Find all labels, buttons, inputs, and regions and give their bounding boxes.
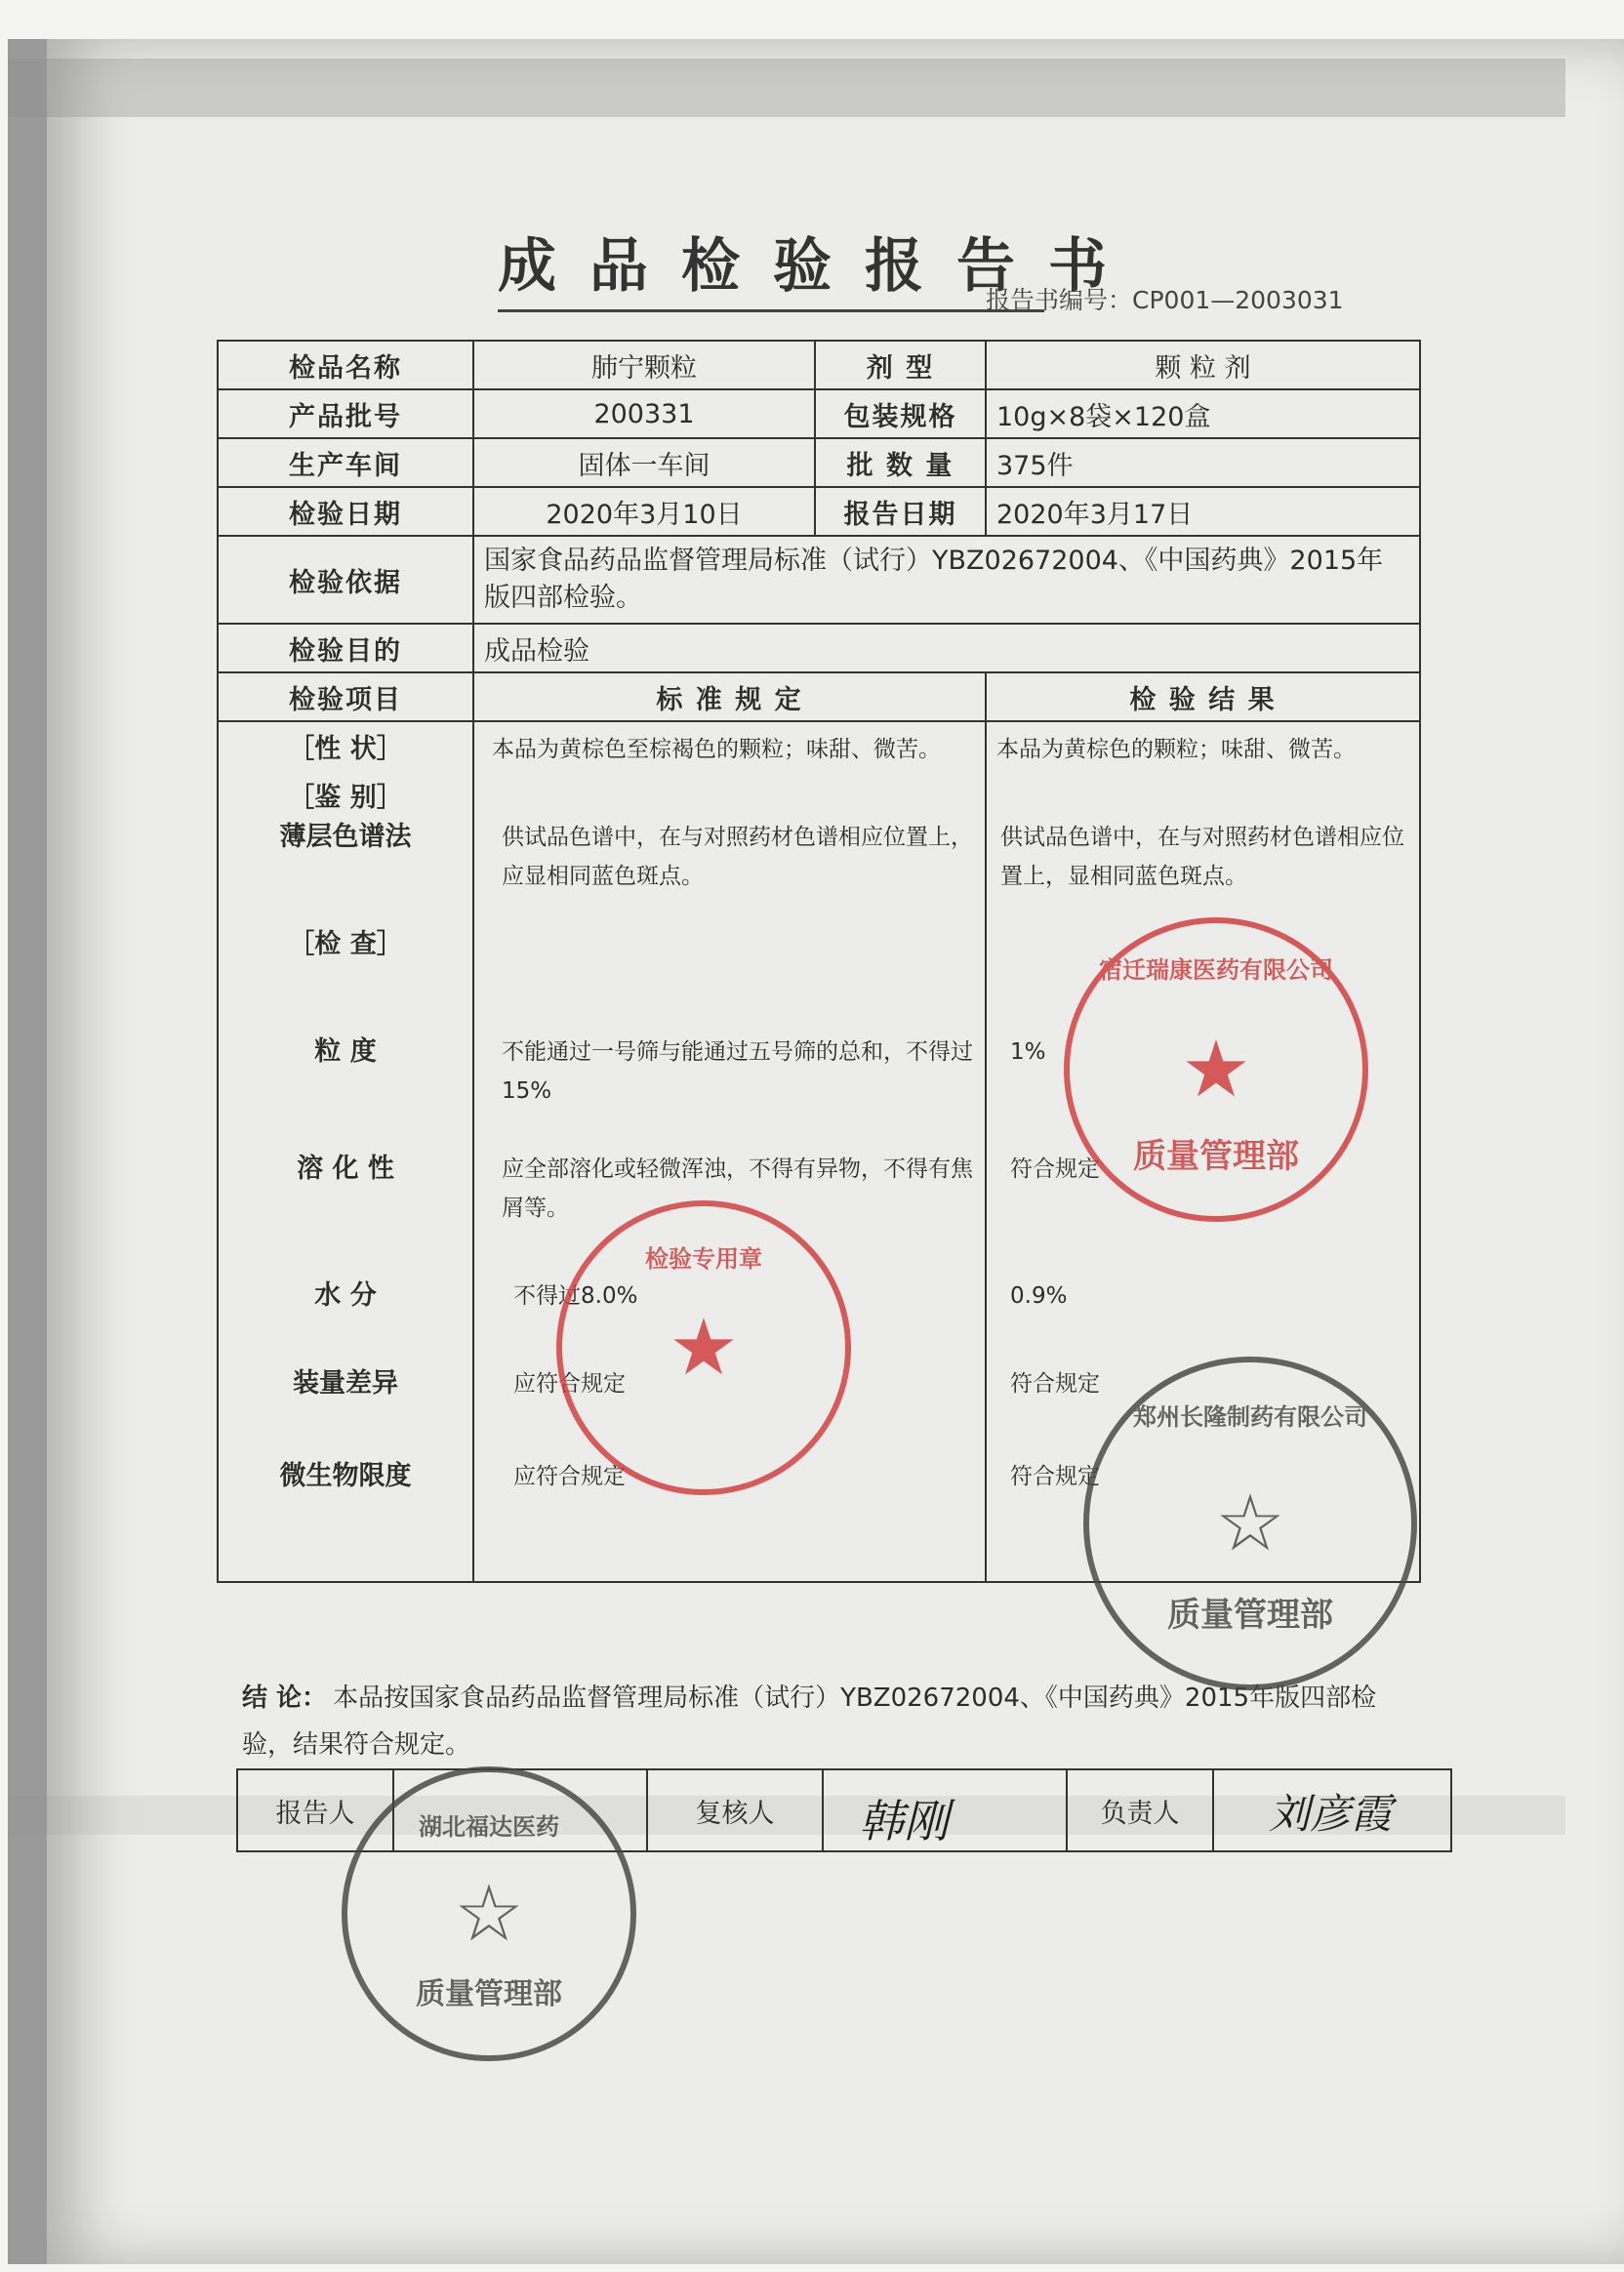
conclusion-label: 结 论： (242, 1684, 328, 1713)
item-standard: 应全部溶化或轻微浑浊，不得有异物，不得有焦屑等。 (502, 1156, 973, 1221)
item-standard: 不得过8.0% (513, 1283, 638, 1309)
star-icon: ★ (1181, 1024, 1251, 1115)
reviewer-handwriting: 韩刚 (859, 1795, 949, 1847)
item-name: 粒 度 (314, 1036, 377, 1067)
item-header: 检验项目 (218, 672, 473, 721)
item-result: 符合规定 (1010, 1371, 1100, 1397)
reporter-label: 报告人 (237, 1769, 393, 1851)
item-name: ［性 状］ (288, 734, 403, 764)
item-result: 本品为黄棕色的颗粒；味甜、微苦。 (996, 737, 1356, 762)
stamp-text: 郑州长隆制药有限公司 (1133, 1403, 1367, 1431)
responsible-label: 负责人 (1067, 1769, 1213, 1851)
item-standard: 应符合规定 (513, 1371, 626, 1397)
responsible-handwriting: 刘彦霞 (1269, 1790, 1393, 1838)
package-value: 10g×8袋×120盒 (986, 389, 1420, 438)
item-standard: 不能通过一号筛与能通过五号筛的总和，不得过15% (502, 1039, 973, 1104)
pharma-quality-stamp (1083, 1357, 1417, 1690)
basis-value: 国家食品药品监督管理局标准（试行）YBZ02672004、《中国药典》2015年版四部检验。 (473, 536, 1420, 624)
report-number: 报告书编号：CP001—2003031 (986, 286, 1344, 314)
workshop-label: 生产车间 (218, 438, 473, 487)
quantity-value: 375件 (986, 438, 1420, 487)
reporter-quality-stamp (342, 1766, 636, 2061)
item-result: 0.9% (1010, 1283, 1068, 1309)
item-standard (484, 779, 985, 818)
stamp-text: 质量管理部 (416, 1977, 562, 2011)
items-column (218, 721, 473, 1582)
stamp-text: 质量管理部 (1167, 1596, 1333, 1635)
scan-artifact (8, 59, 1565, 117)
inspection-date-label: 检验日期 (218, 487, 473, 536)
conclusion-text: 本品按国家食品药品监督管理局标准（试行）YBZ02672004、《中国药典》2015年版四部检验，结果符合规定。 (242, 1684, 1377, 1760)
product-name-value: 肺宁颗粒 (473, 341, 815, 389)
reviewer-label: 复核人 (647, 1769, 823, 1851)
standard-header: 标 准 规 定 (473, 672, 986, 721)
batch-value: 200331 (473, 389, 815, 438)
item-standard (484, 925, 985, 1033)
document-title: 成品检验报告书 (498, 220, 1044, 312)
dosage-form-value: 颗 粒 剂 (986, 341, 1420, 389)
item-name: 水 分 (314, 1280, 377, 1311)
item-name: 装量差异 (293, 1368, 398, 1399)
workshop-value: 固体一车间 (473, 438, 815, 487)
item-name: 微生物限度 (279, 1461, 412, 1491)
inspection-stamp-red (556, 1200, 851, 1495)
report-date-value: 2020年3月17日 (986, 487, 1420, 536)
item-name: ［检 查］ (288, 929, 403, 959)
stamp-text: 检验专用章 (645, 1245, 762, 1273)
item-result: 符合规定 (1010, 1464, 1100, 1489)
basis-label: 检验依据 (218, 536, 473, 624)
star-icon: ☆ (454, 1868, 524, 1959)
dosage-form-label: 剂 型 (815, 341, 986, 389)
item-result (987, 779, 1419, 818)
quality-dept-stamp-red (1064, 917, 1368, 1222)
item-result: 1% (1010, 1039, 1046, 1065)
item-result: 供试品色谱中，在与对照药材色谱相应位置上，显相同蓝色斑点。 (1000, 825, 1404, 889)
star-icon: ☆ (1215, 1478, 1285, 1568)
item-result: 符合规定 (1010, 1156, 1100, 1182)
star-icon: ★ (669, 1302, 739, 1393)
quantity-label: 批 数 量 (815, 438, 986, 487)
stamp-text: 质量管理部 (1133, 1137, 1299, 1176)
batch-label: 产品批号 (218, 389, 473, 438)
result-header: 检 验 结 果 (986, 672, 1420, 721)
report-date-label: 报告日期 (815, 487, 986, 536)
purpose-value: 成品检验 (473, 624, 1420, 672)
inspection-date-value: 2020年3月10日 (473, 487, 815, 536)
item-name: 溶 化 性 (297, 1154, 394, 1184)
item-standard: 应符合规定 (513, 1464, 626, 1489)
stamp-text: 宿迁瑞康医药有限公司 (1099, 956, 1333, 984)
item-standard: 本品为黄棕色至棕褐色的颗粒；味甜、微苦。 (492, 737, 941, 762)
purpose-label: 检验目的 (218, 624, 473, 672)
item-name: ［鉴 别］ (288, 783, 403, 813)
item-standard: 供试品色谱中，在与对照药材色谱相应位置上，应显相同蓝色斑点。 (502, 825, 973, 889)
item-name: 薄层色谱法 (279, 822, 412, 852)
product-name-label: 检品名称 (218, 341, 473, 389)
package-label: 包装规格 (815, 389, 986, 438)
stamp-text: 湖北福达医药 (419, 1813, 559, 1841)
